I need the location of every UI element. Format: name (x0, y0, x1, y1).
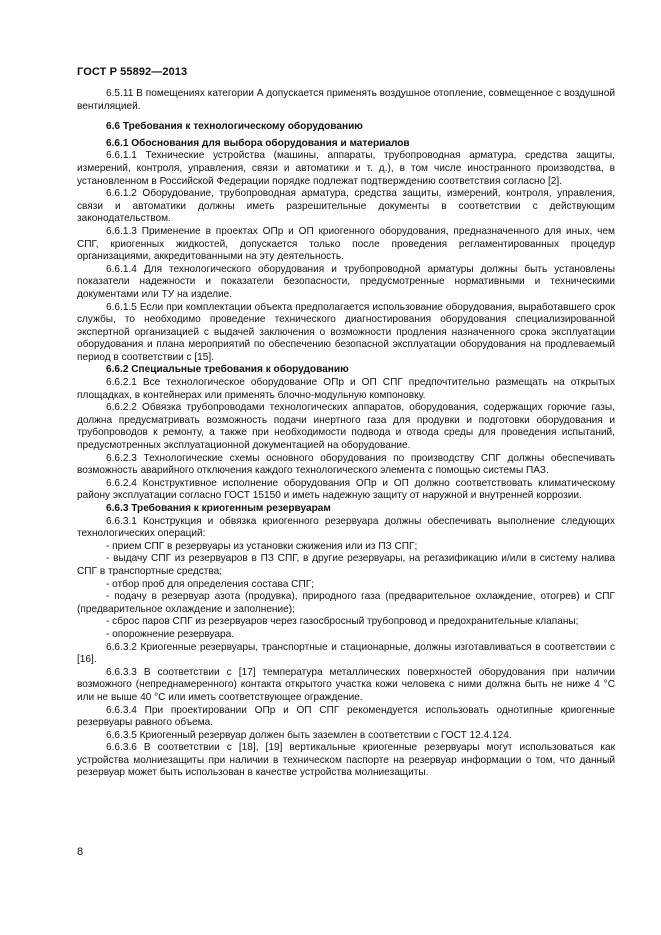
paragraph-6-6-3-3: 6.6.3.3 В соответствии с [17] температура металлических поверхностей оборудования при наличии возможного (непреднамеренного) контакта открытого участка кожи человека с ними должна быть не ниже 4 °С или не выше 40 °С или иметь соответствующее ограждение. (77, 666, 615, 703)
paragraph-6-6-1-3: 6.6.1.3 Применение в проектах ОПр и ОП криогенного оборудования, предназначенного для иных, чем СПГ, криогенных жидкостей, допускается только после проведения регламентированных процедур организациями, аккредитованными на эту деятельность. (77, 225, 615, 263)
subsection-heading-6-6-3: 6.6.3 Требования к криогенным резервуарам (106, 503, 331, 514)
paragraph-6-6-2-1: 6.6.2.1 Все технологическое оборудование ОПр и ОП СПГ предпочтительно размещать на открытых площадках, в контейнерах или применять блочно-модульную компоновку. (77, 377, 615, 401)
paragraph-6-6-3-4: 6.6.3.4 При проектировании ОПр и ОП СПГ рекомендуется использовать однотипные криогенные резервуары равного объема. (77, 704, 615, 729)
document-header: ГОСТ Р 55892—2013 (77, 66, 188, 78)
list-item: - сброс паров СПГ из резервуаров через газосбросный трубопровод и предохранительные клапаны; (106, 616, 579, 628)
subsection-heading-6-6-1: 6.6.1 Обоснования для выбора оборудования и материалов (106, 137, 410, 149)
document-body (77, 88, 615, 780)
paragraph-6-6-2-2: 6.6.2.2 Обвязка трубопроводами технологических аппаратов, оборудования, содержащих горючие газы, должна предусматривать возможность подачи инертного газа для продувки и подготовки оборудования и трубопроводов к ремонту, а также при необходимости подвода и отвода среды для проведения испытаний, предусмотренных эксплуатационной документацией на оборудование. (77, 402, 615, 452)
paragraph-6-5-11: 6.5.11 В помещениях категории А допускается применять воздушное отопление, совмещенное с воздушной вентиляцией. (77, 88, 615, 112)
list-item: - выдачу СПГ из резервуаров в ПЗ СПГ, в другие резервуары, на регазификацию и/или в систему налива СПГ в транспортные средства; (77, 553, 615, 577)
section-heading-6-6: 6.6 Требования к технологическому оборудованию (106, 121, 363, 133)
page-number: 8 (77, 846, 84, 858)
paragraph-6-6-3-5: 6.6.3.5 Криогенный резервуар должен быть заземлен в соответствии с ГОСТ 12.4.124. (106, 729, 512, 741)
subsection-heading-6-6-2: 6.6.2 Специальные требования к оборудованию (106, 364, 349, 376)
paragraph-6-6-3-1: 6.6.3.1 Конструкция и обвязка криогенного резервуара должны обеспечивать выполнение следующих технологических операций: (77, 515, 615, 540)
list-item: - прием СПГ в резервуары из установки сжижения или из ПЗ СПГ; (106, 540, 418, 552)
paragraph-6-6-2-4: 6.6.2.4 Конструктивное исполнение оборудования ОПр и ОП должно соответствовать климатическому району эксплуатации согласно ГОСТ 15150 и иметь надежную защиту от наружной и внутренней коррозии. (77, 477, 615, 502)
paragraph-6-6-2-3: 6.6.2.3 Технологические схемы основного оборудования по производству СПГ должны обеспечивать возможность аварийного отключения каждого технологического элемента с помощью системы ПАЗ. (77, 452, 615, 477)
paragraph-6-6-1-2: 6.6.1.2 Оборудование, трубопроводная арматура, средства защиты, измерений, контроля, управления, связи и автоматики должны иметь разрешительные документы в соответствии с действующим законодательством. (77, 188, 615, 225)
list-item: - опорожнение резервуара. (106, 628, 235, 640)
paragraph-6-6-1-1: 6.6.1.1 Технические устройства (машины, аппараты, трубопроводная арматура, средства защиты, измерений, контроля, управления, связи и автоматики и т. д.), в том числе иностранного производства, в установленном в Российской Федерации порядке подлежат подтверждению соответствия согласно [2]. (77, 150, 615, 187)
list-item: - отбор проб для определения состава СПГ; (106, 578, 314, 590)
paragraph-6-6-1-5: 6.6.1.5 Если при комплектации объекта предполагается использование оборудования, выработавшего срок службы, то необходимо проведение технического диагностирования оборудования специализированной экспертной организацией с выдачей заключения о возможности продления назначенного срока эксплуатации оборудования и плана мероприятий по обеспечению безопасной эксплуатации оборудования на продлеваемый период в соответствии с [15]. (77, 301, 615, 363)
paragraph-6-6-3-6: 6.6.3.6 В соответствии с [18], [19] вертикальные криогенные резервуары могут использоваться как устройства молниезащиты при наличии в техническом паспорте на резервуар информации о том, что данный резервуар может быть использован в качестве устройства молниезащиты. (77, 742, 615, 779)
paragraph-6-6-3-2: 6.6.3.2 Криогенные резервуары, транспортные и стационарные, должны изготавливаться в соответствии с [16]. (77, 641, 615, 666)
list-item: - подачу в резервуар азота (продувка), природного газа (предварительное охлаждение, отогрев) и СПГ (предварительное охлаждение и заполнение); (77, 591, 615, 615)
paragraph-6-6-1-4: 6.6.1.4 Для технологического оборудования и трубопроводной арматуры должны быть установлены показатели надежности и показатели безопасности, предусмотренные нормативными и техническими документами или ТУ на изделие. (77, 263, 615, 300)
